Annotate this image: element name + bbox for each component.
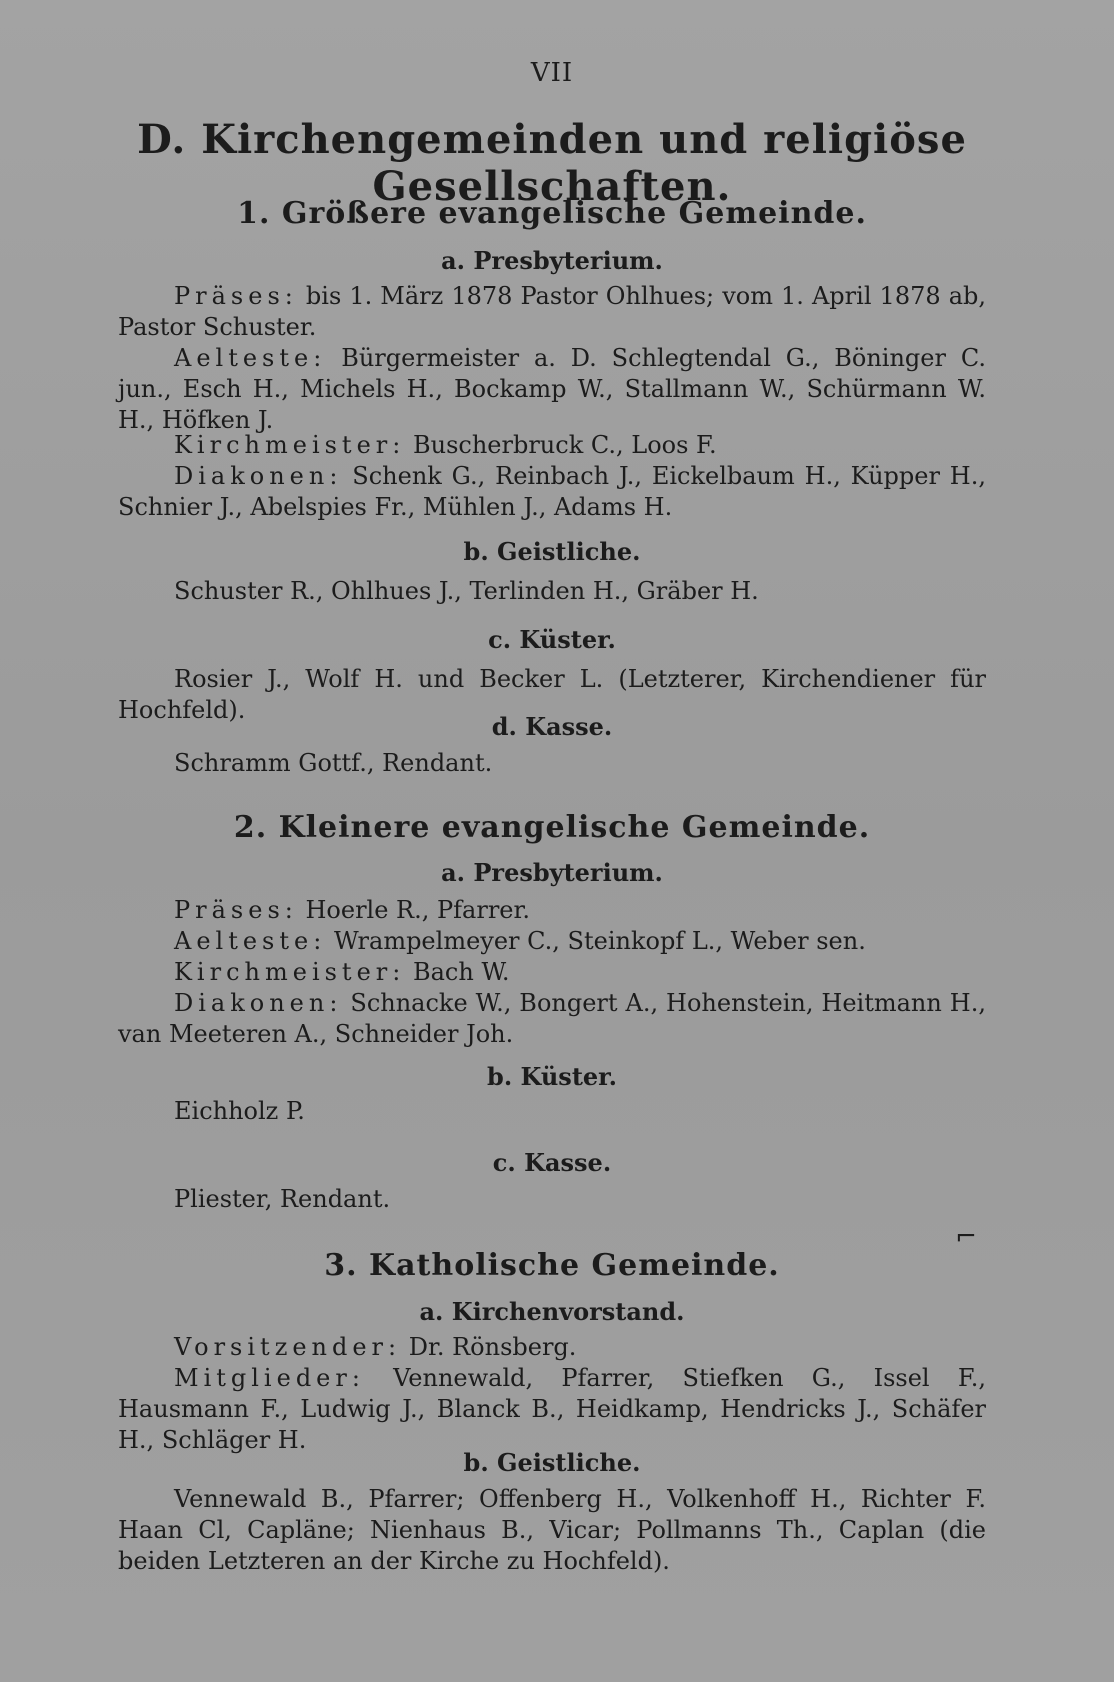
praeses-label: Präses: (174, 282, 298, 310)
praeses-label: Präses: (174, 896, 298, 924)
vorsitzender-label: Vorsitzender: (174, 1333, 402, 1361)
section-2-aelteste (118, 926, 986, 957)
section-1-diakonen (118, 461, 986, 523)
section-3-title: 3. Katholische Gemeinde. (324, 1248, 780, 1283)
section-2-a-heading: a. Presbyterium. (441, 858, 663, 887)
section-3-b-heading: b. Geistliche. (463, 1448, 641, 1477)
section-1-kirchmeister (118, 430, 986, 461)
section-2-praeses (118, 895, 986, 926)
aelteste-text: Wrampelmeyer C., Steinkopf L., Weber sen. (326, 927, 866, 955)
stray-mark: ⌐ (955, 1222, 977, 1252)
chapter-title: D. Kirchengemeinden und religiöse Gesellschaften. (137, 116, 967, 210)
kirchmeister-text: Bach W. (405, 958, 510, 986)
section-1-title: 1. Größere evangelische Gemeinde. (237, 196, 867, 231)
vorsitzender-text: Dr. Rönsberg. (401, 1333, 577, 1361)
aelteste-text: Bürgermeister a. D. Schlegtendal G., Böninger C. jun., Esch H., Michels H., Bockamp W., Stallmann W., Schürmann W. H., Höfken J. (118, 344, 986, 434)
section-1-d-heading: d. Kasse. (491, 712, 613, 741)
praeses-text: bis 1. März 1878 Pastor Ohlhues; vom 1. April 1878 ab, Pastor Schuster. (118, 282, 986, 341)
diakonen-label: Diakonen: (174, 989, 343, 1017)
kirchmeister-text: Buscherbruck C., Loos F. (405, 431, 717, 459)
page-number: VII (530, 58, 574, 88)
diakonen-text: Schenk G., Reinbach J., Eickelbaum H., Küpper H., Schnier J., Abelspies Fr., Mühlen J., Adams H. (118, 462, 986, 521)
praeses-text: Hoerle R., Pfarrer. (297, 896, 530, 924)
section-3-a-heading: a. Kirchenvorstand. (419, 1297, 685, 1326)
kirchmeister-label: Kirchmeister: (174, 431, 406, 459)
section-1-praeses (118, 281, 986, 343)
section-2-c-heading: c. Kasse. (492, 1148, 612, 1177)
section-1-b-heading: b. Geistliche. (463, 537, 641, 566)
section-2-diakonen (118, 988, 986, 1050)
section-1-a-heading: a. Presbyterium. (441, 246, 663, 275)
aelteste-label: Aelteste: (174, 344, 327, 372)
mitglieder-text: Vennewald, Pfarrer, Stiefken G., Issel F., Hausmann F., Ludwig J., Blanck B., Heidkamp, Hendricks J., Schäfer H., Schläger H. (118, 1364, 986, 1454)
section-1-b-text: Schuster R., Ohlhues J., Terlinden H., Gräber H. (174, 577, 759, 605)
section-1-c-text: Rosier J., Wolf H. und Becker L. (Letzterer, Kirchendiener für Hochfeld). (118, 665, 986, 724)
section-3-vorsitzender (118, 1332, 986, 1363)
section-1-d-text: Schramm Gottf., Rendant. (174, 749, 493, 777)
section-3-b-text: Vennewald B., Pfarrer; Offenberg H., Volkenhoff H., Richter F. Haan Cl, Capläne; Nienhaus B., Vicar; Pollmanns Th., Caplan (die beiden Letzteren an der Kirche zu Hochfeld). (118, 1485, 986, 1575)
section-1-aelteste (118, 343, 986, 436)
section-1-c-heading: c. Küster. (488, 625, 616, 654)
section-2-b-text: Eichholz P. (174, 1097, 305, 1125)
diakonen-text: Schnacke W., Bongert A., Hohenstein, Heitmann H., van Meeteren A., Schneider Joh. (118, 989, 986, 1048)
aelteste-label: Aelteste: (174, 927, 327, 955)
section-2-title: 2. Kleinere evangelische Gemeinde. (233, 810, 871, 845)
mitglieder-label: Mitglieder: (174, 1364, 365, 1392)
kirchmeister-label: Kirchmeister: (174, 958, 406, 986)
section-2-c-text: Pliester, Rendant. (174, 1185, 391, 1213)
diakonen-label: Diakonen: (174, 462, 343, 490)
section-3-mitglieder (118, 1363, 986, 1456)
section-2-b-heading: b. Küster. (487, 1062, 617, 1091)
section-2-kirchmeister (118, 957, 986, 988)
